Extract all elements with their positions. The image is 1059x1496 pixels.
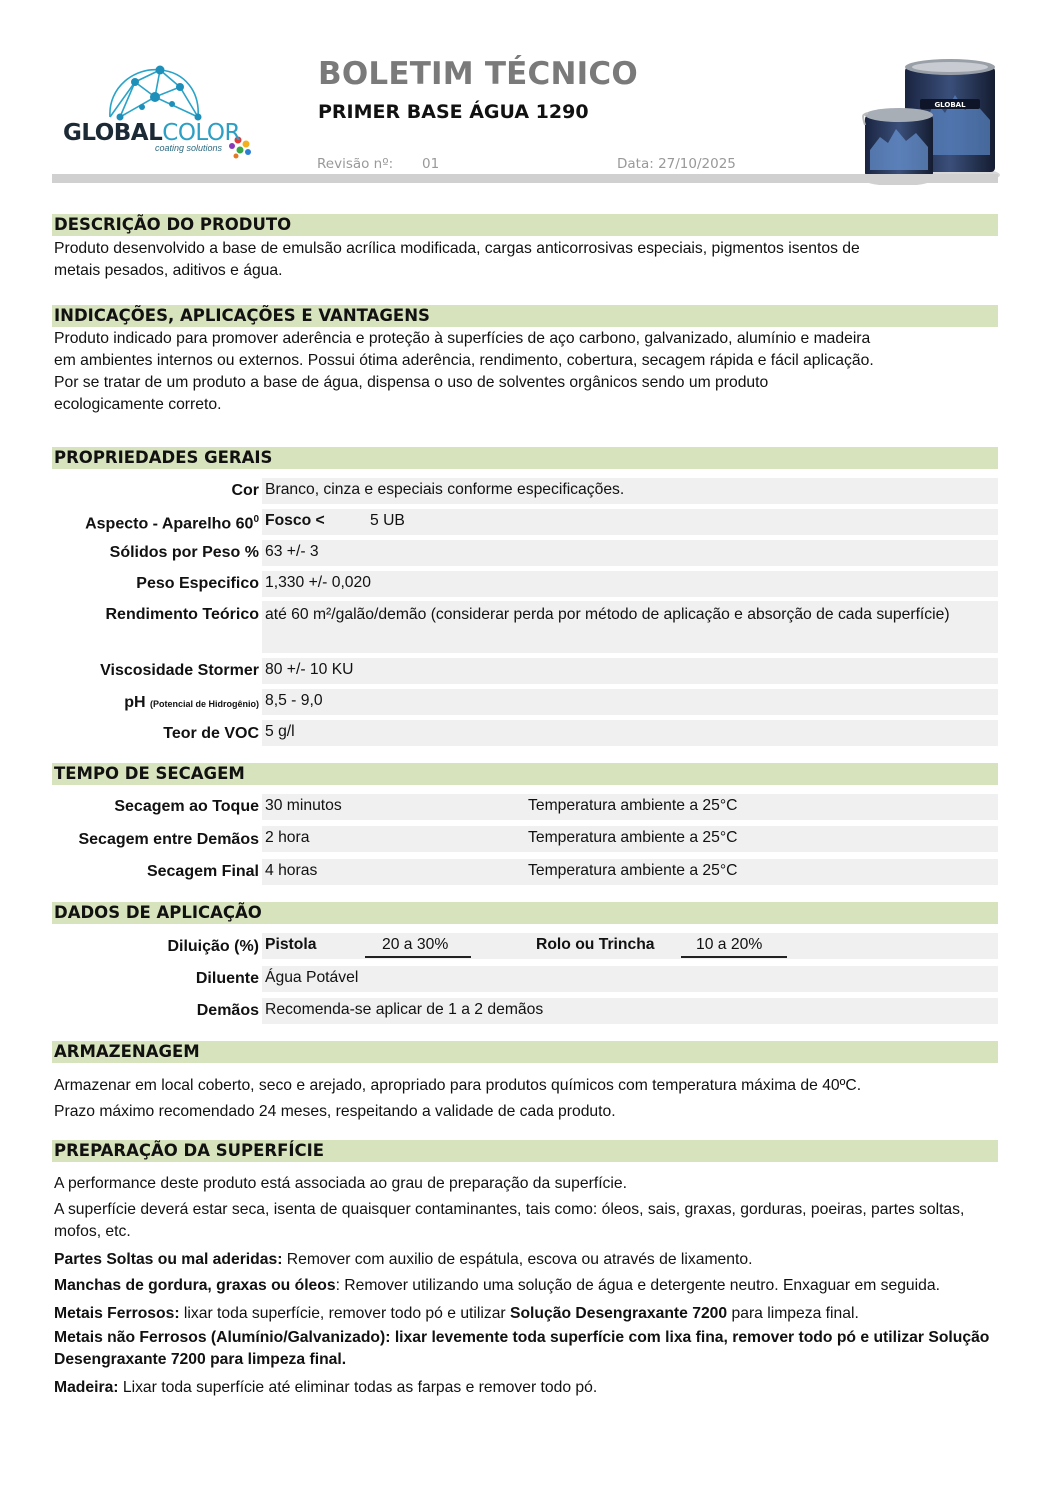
secagem-note: Temperatura ambiente a 25°C <box>528 829 738 846</box>
text-line: Prazo máximo recomendado 24 meses, respeitando a validade de cada produto. <box>54 1103 616 1120</box>
metais-ferrosos <box>54 1303 998 1325</box>
rolo-underline <box>681 956 787 958</box>
diluicao-value-cell <box>262 933 998 959</box>
diluente-value-cell <box>262 966 998 992</box>
rendimento-value: até 60 m²/galão/demão (considerar perda por método de aplicação e absorção de cada superfície) <box>265 606 950 623</box>
viscosidade-value: 80 +/- 10 KU <box>265 661 354 678</box>
armazenagem-text <box>54 1073 998 1125</box>
descricao-text <box>54 238 998 282</box>
document-title: BOLETIM TÉCNICO <box>318 56 638 92</box>
madeira-text: Lixar toda superfície até eliminar todas as farpas e remover todo pó. <box>118 1379 598 1396</box>
aspecto-key: Fosco < <box>265 512 325 529</box>
text-line: ecologicamente correto. <box>54 396 222 413</box>
pistola-label: Pistola <box>265 936 317 953</box>
pistola-value: 20 a 30% <box>382 936 449 953</box>
diluicao-label: Diluição (%) <box>167 938 259 955</box>
section-title: DESCRIÇÃO DO PRODUTO <box>54 215 292 234</box>
metais-nao-ferrosos: Metais não Ferrosos (Alumínio/Galvanizado): lixar levemente toda superfície com lixa fina, remover todo pó e utilizar Solução Desengraxante 7200 para limpeza final. <box>54 1329 990 1368</box>
solidos-value: 63 +/- 3 <box>265 543 319 560</box>
text-line: Produto indicado para promover aderência e proteção à superfícies de aço carbono, galvanizado, alumínio e madeira <box>54 330 871 347</box>
section-preparacao <box>52 1140 998 1162</box>
aspecto-value: 5 UB <box>370 512 405 529</box>
revision-label: Revisão nº: <box>317 156 394 172</box>
ferrosos-label: Metais Ferrosos: <box>54 1305 180 1322</box>
viscosidade-value-cell <box>262 658 998 684</box>
viscosidade-label: Viscosidade Stormer <box>100 662 259 679</box>
secagem-value: 30 minutos <box>265 797 342 814</box>
voc-value: 5 g/l <box>265 723 295 740</box>
diluente-value: Água Potável <box>265 969 359 986</box>
rolo-label: Rolo ou Trincha <box>536 936 655 953</box>
partes-soltas <box>54 1249 998 1271</box>
section-propriedades <box>52 447 998 469</box>
secagem-value-cell <box>262 794 998 820</box>
diluente-label: Diluente <box>195 970 259 987</box>
partes-label: Partes Soltas ou mal aderidas: <box>54 1251 283 1268</box>
preparacao-intro: A superfície deverá estar seca, isenta de quaisquer contaminantes, tais como: óleos, sais, graxas, gorduras, poeiras, partes soltas, mofos, etc. <box>54 1201 965 1240</box>
secagem-note: Temperatura ambiente a 25°C <box>528 797 738 814</box>
section-aplicacao <box>52 902 998 924</box>
logo-tagline: coating solutions <box>155 143 223 153</box>
secagem-value-cell <box>262 859 998 885</box>
voc-value-cell <box>262 720 998 746</box>
section-title: PROPRIEDADES GERAIS <box>54 448 273 467</box>
demaos-label: Demãos <box>196 1002 259 1019</box>
secagem-value-cell <box>262 826 998 852</box>
ph-label <box>124 694 259 712</box>
logo-accent: COLOR <box>162 120 241 146</box>
paint-cans-image <box>860 55 1000 185</box>
section-title: DADOS DE APLICAÇÃO <box>54 903 262 922</box>
manchas-text: : Remover utilizando uma solução de água e detergente neutro. Enxaguar em seguida. <box>335 1277 940 1294</box>
section-title: INDICAÇÕES, APLICAÇÕES E VANTAGENS <box>54 306 430 325</box>
text-line: em ambientes internos ou externos. Possui ótima aderência, rendimento, cobertura, secagem rápida e fácil aplicação. <box>54 352 874 369</box>
ph-note: (Potencial de Hidrogênio) <box>149 699 259 709</box>
text-line: metais pesados, aditivos e água. <box>54 262 283 279</box>
section-descricao <box>52 214 998 236</box>
text-line: Por se tratar de um produto a base de água, dispensa o uso de solventes orgânicos sendo um produto <box>54 374 769 391</box>
cor-label: Cor <box>231 482 259 499</box>
rolo-value: 10 a 20% <box>696 936 763 953</box>
cor-value-cell <box>262 478 998 504</box>
text-line: Armazenar em local coberto, seco e arejado, apropriado para produtos químicos com temperatura máxima de 40ºC. <box>54 1077 862 1094</box>
secagem-value: 4 horas <box>265 862 318 879</box>
solidos-value-cell <box>262 540 998 566</box>
secagem-note: Temperatura ambiente a 25°C <box>528 862 738 879</box>
madeira <box>54 1377 998 1399</box>
ph-label-text: pH <box>124 694 146 711</box>
voc-label: Teor de VOC <box>163 725 259 742</box>
manchas <box>54 1275 998 1297</box>
rendimento-value-cell <box>262 601 998 653</box>
solidos-label: Sólidos por Peso % <box>109 544 259 561</box>
header-divider <box>52 174 998 183</box>
ferrosos-text-end: para limpeza final. <box>727 1305 859 1322</box>
section-secagem <box>52 763 998 785</box>
section-armazenagem <box>52 1041 998 1063</box>
cor-value: Branco, cinza e especiais conforme especificações. <box>265 481 625 498</box>
peso-label: Peso Especifico <box>136 575 259 592</box>
section-title: PREPARAÇÃO DA SUPERFÍCIE <box>54 1141 325 1160</box>
secagem-label: Secagem entre Demãos <box>78 831 259 848</box>
ferrosos-text: lixar toda superfície, remover todo pó e utilizar <box>179 1305 511 1322</box>
section-indicacoes <box>52 305 998 327</box>
peso-value: 1,330 +/- 0,020 <box>265 574 371 591</box>
indicacoes-text <box>54 328 998 416</box>
aspecto-label <box>85 514 259 533</box>
revision-value: 01 <box>422 156 440 172</box>
madeira-label: Madeira: <box>54 1379 119 1396</box>
ph-value-cell <box>262 689 998 715</box>
aspecto-value-cell <box>262 509 998 535</box>
demaos-value-cell <box>262 998 998 1024</box>
secagem-label: Secagem Final <box>146 863 259 880</box>
preparacao-text <box>54 1173 998 1399</box>
secagem-label: Secagem ao Toque <box>114 798 259 815</box>
partes-text: Remover com auxilio de espátula, escova ou através de lixamento. <box>282 1251 753 1268</box>
logo-main: GLOBAL <box>63 120 163 146</box>
can-label: GLOBAL <box>934 101 966 109</box>
ph-value: 8,5 - 9,0 <box>265 692 323 709</box>
pistola-underline <box>365 956 471 958</box>
aspecto-label-text: Aspecto - Aparelho 60 <box>85 515 254 533</box>
peso-value-cell <box>262 571 998 597</box>
rendimento-label: Rendimento Teórico <box>105 606 259 623</box>
secagem-value: 2 hora <box>265 829 310 846</box>
manchas-label: Manchas de gordura, graxas ou óleos <box>54 1277 336 1294</box>
product-name: PRIMER BASE ÁGUA 1290 <box>318 101 589 123</box>
section-title: ARMAZENAGEM <box>54 1042 200 1061</box>
revision-date: Data: 27/10/2025 <box>617 156 736 172</box>
text-line: Produto desenvolvido a base de emulsão acrílica modificada, cargas anticorrosivas especiais, pigmentos isentos de <box>54 240 860 257</box>
preparacao-intro: A performance deste produto está associada ao grau de preparação da superfície. <box>54 1175 627 1192</box>
demaos-value: Recomenda-se aplicar de 1 a 2 demãos <box>265 1001 544 1018</box>
ferrosos-product: Solução Desengraxante 7200 <box>510 1305 728 1322</box>
section-title: TEMPO DE SECAGEM <box>54 764 245 783</box>
degree-superscript: 0 <box>253 514 259 525</box>
